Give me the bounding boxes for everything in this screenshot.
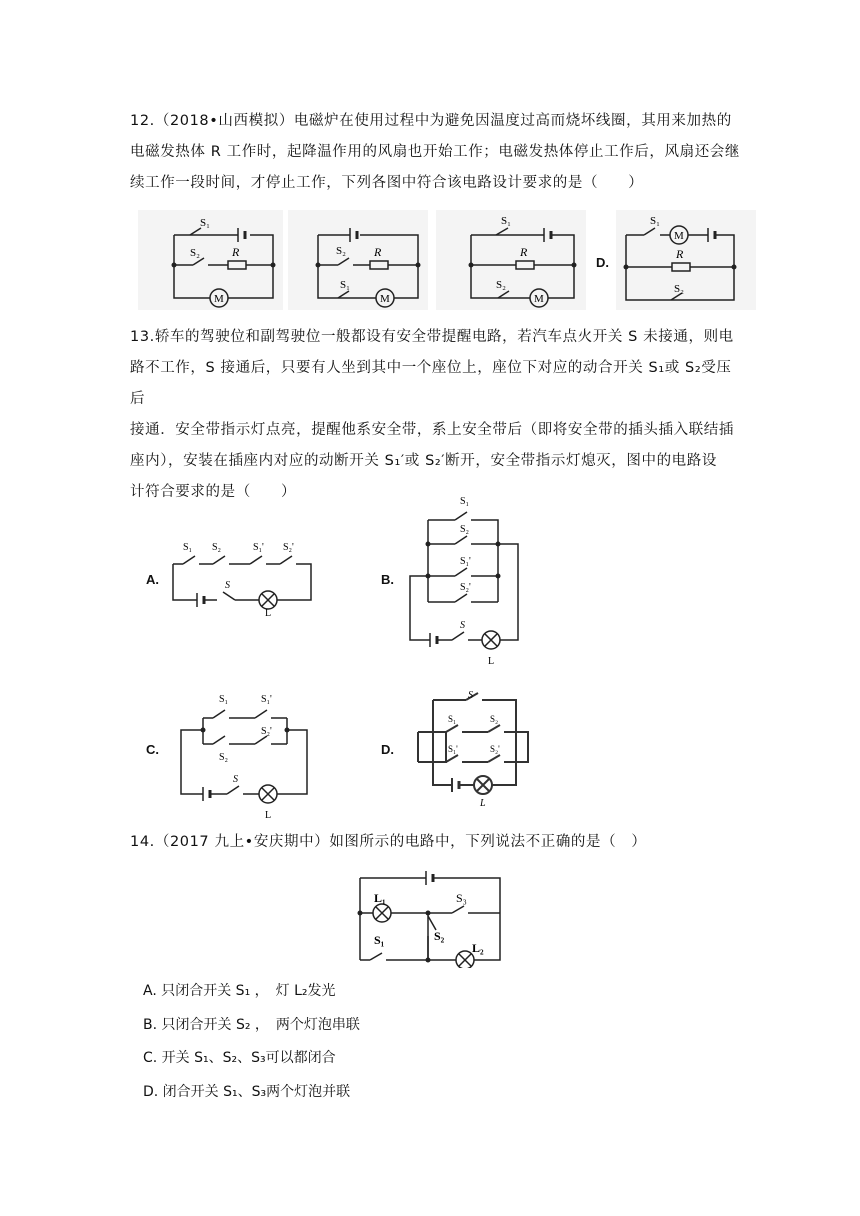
- q12-c-s1: S₁: [501, 215, 511, 227]
- q13-d-l: L: [480, 798, 486, 809]
- q13-option-b-label: B.: [381, 572, 394, 587]
- q13-c-s2p: S₂': [261, 726, 272, 737]
- q14-l1: L₁: [374, 891, 386, 905]
- q12-d-m: M: [674, 230, 684, 242]
- q12-circuit-a: [138, 210, 283, 310]
- q13-d-s1: S₁: [448, 714, 457, 724]
- q13-line-1: 13.轿车的驾驶位和副驾驶位一般都设有安全带提醒电路，若汽车点火开关 S 未接通，则电: [130, 329, 734, 345]
- q12-d-r: R: [676, 247, 684, 261]
- q13-c-s1: S₁: [219, 694, 229, 705]
- q13-a-s1p: S₁': [253, 542, 264, 553]
- q13-c-s: S: [233, 774, 238, 785]
- q12-b-s2: S₂: [336, 245, 346, 257]
- q13-a-s1: S₁: [183, 542, 193, 553]
- q12-a-m: M: [214, 293, 224, 305]
- q13-b-l: L: [488, 656, 495, 667]
- q13-a-s: S: [225, 580, 230, 591]
- q12-line-2: 电磁发热体 R 工作时，起降温作用的风扇也开始工作；电磁发热体停止工作后，风扇还会继: [130, 144, 740, 160]
- q13-b-s2p: S₂': [460, 582, 471, 593]
- q13-line-3: 接通．安全带指示灯点亮，提醒他系安全带，系上安全带后（即将安全带的插头插入联结插: [130, 422, 734, 438]
- q14-choice-c: C. 开关 S₁、S₂、S₃可以都闭合: [143, 1050, 336, 1066]
- q14-text: 14.（2017 九上•安庆期中）如图所示的电路中，下列说法不正确的是（ ）: [130, 834, 647, 850]
- q14-choice-d: D. 闭合开关 S₁、S₃两个灯泡并联: [143, 1084, 351, 1100]
- q13-b-s: S: [460, 620, 465, 631]
- q13-a-s2: S₂: [212, 542, 222, 553]
- q14-s3: S₃: [456, 891, 467, 905]
- q13-text: [130, 322, 742, 508]
- q12-a-s2: S₂: [190, 247, 200, 259]
- q13-a-l: L: [265, 608, 272, 616]
- q13-circuit-b: [400, 492, 530, 667]
- q12-a-s1: S₁: [200, 217, 210, 229]
- q12-circuit-d: [616, 210, 756, 310]
- q13-a-s2p: S₂': [283, 542, 294, 553]
- q13-line-4: 座内），安装在插座内对应的动断开关 S₁′或 S₂′断开，安全带指示灯熄灭，图中的电路设: [130, 453, 717, 469]
- q14-choice-a: A. 只闭合开关 S₁ ， 灯 L₂发光: [143, 983, 336, 999]
- q12-circuit-b: [288, 210, 428, 310]
- q12-b-m: M: [380, 293, 390, 305]
- q13-c-s2: S₂: [219, 752, 229, 763]
- q13-d-s2p: S₂': [490, 744, 500, 754]
- q12-b-r: R: [374, 245, 382, 259]
- q12-line-3: 续工作一段时间，才停止工作，下列各图中符合该电路设计要求的是（ ）: [130, 175, 644, 191]
- q12-a-r: R: [232, 245, 240, 259]
- q12-line-1: 12.（2018•山西模拟）电磁炉在使用过程中为避免因温度过高而烧坏线圈，其用来加热的: [130, 113, 732, 129]
- q12-circuit-c: [436, 210, 586, 310]
- q14-l2: L₂: [472, 941, 484, 955]
- q12-option-d-label: D.: [596, 255, 609, 270]
- q13-b-s1p: S₁': [460, 556, 471, 567]
- q13-circuit-c: [175, 682, 325, 822]
- q13-option-d-label: D.: [381, 742, 394, 757]
- q12-b-s1: S₁: [340, 279, 350, 291]
- q13-b-s1: S₁: [460, 496, 470, 507]
- q14-circuit: [352, 868, 512, 968]
- q13-line-2: 路不工作，S 接通后，只要有人坐到其中一个座位上，座位下对应的动合开关 S₁或 S₂受压后: [130, 360, 732, 407]
- q13-option-c-label: C.: [146, 742, 159, 757]
- q12-text: [130, 106, 742, 199]
- q13-circuit-a: [165, 536, 325, 616]
- q12-d-s2: S₂: [674, 283, 684, 295]
- q12-c-m: M: [534, 293, 544, 305]
- q13-b-s2: S₂: [460, 524, 470, 535]
- q12-d-s1: S₁: [650, 215, 660, 227]
- q14-choice-b: B. 只闭合开关 S₂ ， 两个灯泡串联: [143, 1017, 360, 1033]
- q13-option-a-label: A.: [146, 572, 159, 587]
- q13-line-5: 计符合要求的是（ ）: [130, 484, 297, 500]
- q12-figures: [138, 210, 738, 310]
- q13-circuit-d: [408, 690, 548, 810]
- q12-c-r: R: [520, 245, 528, 259]
- q14-s2: S₂: [434, 929, 445, 943]
- q14-s1: S₁: [374, 933, 385, 947]
- q13-c-l: L: [265, 810, 272, 821]
- q13-d-s2: S₂: [490, 714, 499, 724]
- q13-d-s1p: S₁': [448, 744, 458, 754]
- q13-c-s1p: S₁': [261, 694, 272, 705]
- q12-c-s2: S₂: [496, 279, 506, 291]
- q13-d-s: S: [468, 690, 473, 701]
